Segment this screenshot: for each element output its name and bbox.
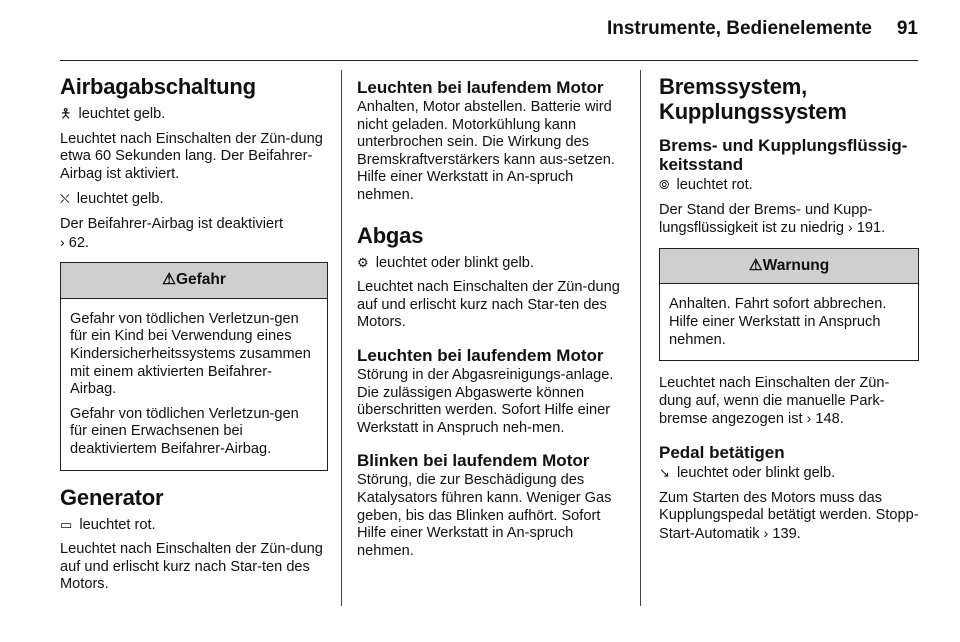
after-box-text: Leuchtet nach Einschalten der Zün-dung auf, wenn die manuelle Park-bremse angezogen ist › 148.	[659, 375, 890, 428]
warning-triangle-icon: ⚠	[748, 256, 763, 274]
danger-box-header: ⚠Gefahr	[61, 263, 327, 299]
warning-box	[659, 248, 919, 361]
page-ref[interactable]: 191.	[856, 220, 886, 237]
airbag-off-text: Der Beifahrer-Airbag ist deaktiviert › 62.	[60, 215, 284, 251]
airbag-off-icon: ⛌	[60, 191, 70, 207]
warning-box-header: ⚠Warnung	[660, 249, 918, 285]
page-ref[interactable]: 148.	[815, 411, 844, 428]
column-2	[357, 70, 625, 567]
danger-text-2: Gefahr von tödlichen Verletzun-gen für einen Erwachsenen bei deaktiviertem Beifahrer-Airbag.	[70, 405, 299, 457]
page-header	[0, 0, 960, 62]
brake-icon: ⦾	[659, 177, 670, 192]
heading-fluid-level: Brems- und Kupplungsflüssig-keitsstand	[659, 136, 908, 174]
page-ref[interactable]: 139.	[772, 525, 801, 542]
engine-icon: ⚙	[357, 254, 369, 270]
generator-status: ▭ leuchtet rot.	[60, 516, 156, 533]
heading-blink: Blinken bei laufendem Motor	[357, 451, 590, 471]
airbag-on-status: 🯅 leuchtet gelb.	[60, 106, 166, 122]
running2-text: Störung in der Abgasreinigungs-anlage. Die zulässigen Abgaswerte können überschritten werden. Sofort Hilfe einer Werkstatt in Anspruch neh-men.	[357, 366, 614, 436]
running-text: Anhalten, Motor abstellen. Batterie wird nicht geladen. Motorkühlung kann unterbrochen sein. Die Wirkung des Bremskraftverstärkers kann aus-setzen. Hilfe einer Werkstatt in An-spruch nehmen.	[357, 99, 615, 203]
clutch-pedal-icon: ↘	[659, 464, 670, 480]
airbag-on-icon: 🯅	[60, 106, 72, 121]
battery-icon: ▭	[60, 516, 73, 532]
warning-triangle-icon: ⚠	[162, 271, 176, 289]
page-ref-arrow-icon: ›	[763, 524, 769, 541]
pedal-status: ↘ leuchtet oder blinkt gelb.	[659, 464, 836, 481]
fluid-text: Der Stand der Brems- und Kupp-lungsflüssigkeit ist zu niedrig › 191.	[659, 201, 886, 237]
heading-abgas: Abgas	[357, 222, 424, 248]
heading-generator: Generator	[60, 484, 164, 510]
danger-box	[60, 262, 328, 470]
heading-pedal: Pedal betätigen	[659, 442, 785, 462]
generator-text: Leuchtet nach Einschalten der Zün-dung auf und erlischt kurz nach Star-ten des Motors.	[60, 541, 323, 593]
heading-airbag: Airbagabschaltung	[60, 74, 256, 99]
airbag-on-text: Leuchtet nach Einschalten der Zün-dung etwa 60 Sekunden lang. Der Beifahrer-Airbag ist aktiviert.	[60, 130, 323, 182]
danger-text-1: Gefahr von tödlichen Verletzun-gen für ein Kind bei Verwendung eines Kindersicherheitssystems zusammen mit einem aktivierten Beifahrer-Airbag.	[70, 310, 311, 398]
page-number: 91	[896, 18, 918, 39]
airbag-off-status: ⛌ leuchtet gelb.	[60, 191, 164, 208]
blink-text: Störung, die zur Beschädigung des Katalysators führen kann. Weniger Gas geben, bis das Blinken aufhört. Sofort Hilfe einer Werkstatt in An-spruch nehmen.	[357, 472, 612, 559]
heading-brake-system: Bremssystem, Kupplungssystem	[659, 74, 847, 124]
page-ref[interactable]: 62.	[68, 234, 90, 251]
heading-running-motor-2: Leuchten bei laufendem Motor	[357, 345, 604, 365]
heading-running-motor: Leuchten bei laufendem Motor	[357, 78, 604, 97]
column-3	[659, 70, 919, 550]
header-divider	[60, 60, 918, 61]
page-ref-arrow-icon: ›	[848, 219, 853, 236]
pedal-text: Zum Starten des Motors muss das Kupplungspedal betätigt werden. Stopp-Start-Automatik › 139.	[659, 489, 919, 542]
column-divider	[640, 70, 641, 606]
column-divider	[341, 70, 342, 606]
warning-text: Anhalten. Fahrt sofort abbrechen. Hilfe einer Werkstatt in Anspruch nehmen.	[669, 296, 887, 348]
page-title: Instrumente, Bedienelemente	[606, 18, 872, 39]
abgas-text: Leuchtet nach Einschalten der Zün-dung auf und erlischt kurz nach Star-ten des Motors.	[357, 279, 620, 331]
column-1	[60, 70, 328, 601]
fluid-status: ⦾ leuchtet rot.	[659, 177, 753, 193]
abgas-status: ⚙ leuchtet oder blinkt gelb.	[357, 254, 534, 271]
page-ref-arrow-icon: ›	[806, 410, 812, 427]
page-ref-arrow-icon: ›	[60, 233, 65, 250]
